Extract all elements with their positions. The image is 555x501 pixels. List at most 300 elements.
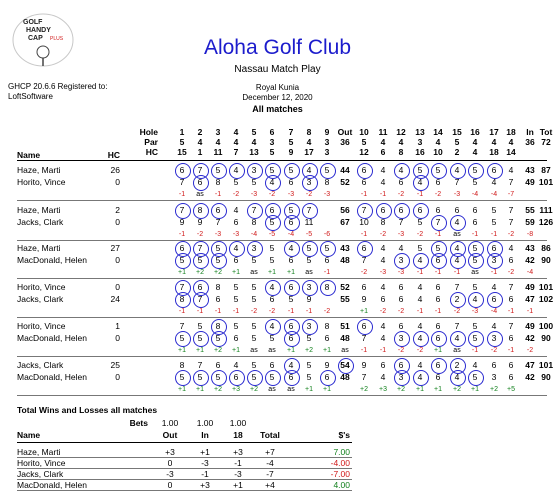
score-cell: 102: [538, 294, 554, 304]
score-cell: 4: [448, 165, 466, 175]
match-status: -2: [250, 308, 258, 315]
match-status: +2: [196, 269, 204, 276]
totals-in-header: In: [201, 430, 209, 440]
match-status: -3: [471, 308, 479, 315]
score-cell: 3: [392, 333, 410, 343]
score-cell: 2: [448, 360, 466, 370]
match-status: -2: [379, 308, 387, 315]
score-cell: 6: [392, 360, 410, 370]
course-name: Royal Kunia: [255, 83, 300, 92]
score-cell: 6: [435, 372, 441, 382]
score-cell: 10: [359, 217, 369, 227]
score-cell: 5: [251, 255, 257, 265]
match-status: -2: [453, 308, 461, 315]
match-status: -3: [397, 269, 405, 276]
score-cell: 4: [227, 243, 245, 253]
score-cell: 6: [191, 282, 209, 292]
match-status: +1: [305, 386, 313, 393]
score-cell: 5: [173, 372, 191, 382]
match-status: +1: [196, 347, 204, 354]
score-cell: 5: [251, 321, 257, 331]
score-cell: 42: [525, 255, 535, 265]
hole-handicap: 8: [398, 147, 404, 157]
score-cell: 8: [215, 177, 221, 187]
match-status: -2: [305, 191, 313, 198]
par-value: 3: [417, 137, 423, 147]
totals-money: 7.00: [333, 447, 350, 457]
score-cell: 5: [191, 333, 209, 343]
score-cell: 90: [541, 255, 551, 265]
hole-number: 18: [506, 127, 516, 137]
match-status: as: [250, 347, 258, 354]
match-status: as: [268, 386, 276, 393]
hole-number: 8: [306, 127, 312, 137]
score-cell: 7: [215, 217, 221, 227]
match-status: -1: [232, 308, 240, 315]
score-cell: 5: [429, 243, 447, 253]
match-status: -4: [250, 231, 258, 238]
logo-text-2: HANDY: [26, 27, 51, 34]
score-cell: 4: [392, 165, 410, 175]
score-cell: 5: [417, 243, 423, 253]
score-cell: 4: [300, 165, 318, 175]
score-cell: 51: [340, 321, 350, 331]
score-cell: 6: [233, 217, 239, 227]
score-cell: 3: [392, 255, 410, 265]
hole-handicap: 5: [269, 147, 275, 157]
score-cell: 6: [269, 294, 275, 304]
par-value: 4: [197, 137, 203, 147]
match-status: -1: [416, 269, 424, 276]
score-cell: 43: [525, 165, 535, 175]
score-cell: 90: [541, 372, 551, 382]
score-cell: 6: [269, 360, 275, 370]
match-status: +2: [305, 347, 313, 354]
score-cell: 9: [361, 294, 367, 304]
match-status: -4: [471, 191, 479, 198]
score-cell: 8: [191, 205, 209, 215]
score-cell: 4: [417, 321, 423, 331]
score-cell: 54: [336, 360, 354, 370]
hole-number: Tot: [539, 127, 553, 137]
score-cell: 6: [282, 333, 300, 343]
score-cell: 4: [448, 255, 466, 265]
score-cell: 5: [263, 165, 281, 175]
totals-out: 0: [167, 458, 173, 468]
match-status: -1: [178, 231, 186, 238]
hole-number: 6: [269, 127, 275, 137]
match-status: -2: [268, 308, 276, 315]
bet-in-value: 1.00: [196, 418, 214, 428]
player-handicap: 26: [110, 165, 120, 175]
score-cell: 7: [191, 243, 209, 253]
score-cell: 42: [525, 333, 535, 343]
bet-out-value: 1.00: [161, 418, 179, 428]
match-divider: [17, 200, 547, 201]
score-cell: 6: [361, 177, 367, 187]
score-cell: 5: [233, 321, 239, 331]
score-cell: 3: [485, 333, 503, 343]
score-cell: 100: [538, 321, 554, 331]
match-status: +2: [214, 386, 222, 393]
match-status: as: [268, 347, 276, 354]
score-cell: 8: [173, 294, 191, 304]
match-status: +1: [287, 269, 295, 276]
par-value: 5: [288, 137, 294, 147]
score-cell: 6: [429, 360, 447, 370]
score-cell: 6: [472, 217, 478, 227]
score-cell: 5: [251, 333, 257, 343]
hole-label: Hole: [139, 127, 158, 137]
player-handicap: 27: [110, 243, 120, 253]
match-status: -5: [305, 231, 313, 238]
score-cell: 4: [472, 360, 478, 370]
hole-number: 9: [324, 127, 330, 137]
score-cell: 9: [306, 294, 312, 304]
match-divider: [17, 240, 547, 241]
match-status: +2: [490, 386, 498, 393]
score-cell: 48: [340, 333, 350, 343]
match-status: +2: [453, 386, 461, 393]
totals-out: -3: [166, 469, 174, 479]
score-cell: 3: [485, 255, 503, 265]
score-cell: 5: [306, 255, 312, 265]
hole-handicap: 9: [288, 147, 294, 157]
score-cell: 6: [485, 294, 503, 304]
hole-handicap: 2: [454, 147, 460, 157]
score-cell: 4: [491, 282, 497, 292]
hole-handicap: 3: [324, 147, 330, 157]
match-status: -3: [214, 231, 222, 238]
score-cell: 6: [398, 177, 404, 187]
score-cell: 4: [411, 177, 429, 187]
score-cell: 5: [233, 177, 239, 187]
par-value: 4: [251, 137, 257, 147]
hole-number: 2: [197, 127, 203, 137]
score-cell: 8: [209, 321, 227, 331]
score-cell: 5: [306, 360, 312, 370]
score-cell: 6: [288, 255, 294, 265]
score-cell: 7: [508, 282, 514, 292]
match-status: -1: [434, 231, 442, 238]
hole-number: 5: [251, 127, 257, 137]
score-cell: 5: [491, 217, 497, 227]
score-cell: 7: [355, 205, 373, 215]
score-cell: 11: [304, 217, 314, 227]
score-cell: 6: [263, 205, 281, 215]
match-status: -1: [360, 191, 368, 198]
score-cell: 5: [472, 177, 478, 187]
score-cell: 6: [435, 294, 441, 304]
score-cell: 3: [245, 165, 263, 175]
score-cell: 8: [324, 321, 330, 331]
score-cell: 4: [417, 282, 423, 292]
score-cell: 3: [300, 177, 318, 187]
match-status: -1: [416, 308, 424, 315]
player-name: Jacks, Clark: [17, 360, 64, 370]
match-status: -2: [397, 347, 405, 354]
club-title: Aloha Golf Club: [203, 36, 352, 59]
totals-player-name: MacDonald, Helen: [17, 480, 87, 490]
score-cell: 49: [525, 282, 535, 292]
score-cell: 6: [392, 205, 410, 215]
score-cell: 44: [340, 165, 350, 175]
totals-money: -7.00: [330, 469, 350, 479]
totals-in: -1: [201, 469, 209, 479]
score-cell: 56: [340, 205, 350, 215]
match-status: +2: [360, 386, 368, 393]
totals-player-name: Horito, Vince: [17, 458, 66, 468]
score-cell: 6: [508, 372, 514, 382]
match-status: -2: [379, 231, 387, 238]
match-status: -2: [397, 191, 405, 198]
score-cell: 7: [429, 217, 447, 227]
totals-out-header: Out: [162, 430, 178, 440]
match-status: as: [287, 386, 295, 393]
match-status: +1: [434, 386, 442, 393]
hole-handicap: 10: [433, 147, 443, 157]
match-status: -1: [323, 269, 331, 276]
hole-handicap: 14: [506, 147, 516, 157]
match-status: -1: [471, 231, 479, 238]
score-cell: 6: [491, 360, 497, 370]
score-cell: 7: [300, 205, 318, 215]
score-cell: 6: [209, 205, 227, 215]
score-cell: 6: [233, 333, 239, 343]
match-status: -1: [507, 308, 515, 315]
player-name: MacDonald, Helen: [17, 333, 87, 343]
hc-label: HC: [145, 147, 158, 157]
hole-number: 10: [359, 127, 369, 137]
score-cell: 4: [233, 360, 239, 370]
totals-18: -3: [234, 469, 242, 479]
score-cell: 43: [340, 243, 350, 253]
score-cell: 8: [215, 282, 221, 292]
score-cell: 8: [179, 360, 185, 370]
bet-18-value: 1.00: [229, 418, 247, 428]
score-cell: 5: [318, 165, 336, 175]
score-cell: 6: [435, 321, 441, 331]
score-cell: 3: [300, 282, 318, 292]
score-cell: 5: [466, 333, 484, 343]
score-cell: 4: [380, 177, 386, 187]
player-name: Horito, Vince: [17, 177, 66, 187]
score-cell: 5: [318, 243, 336, 253]
match-status: -3: [232, 231, 240, 238]
match-status: -8: [526, 231, 534, 238]
score-cell: 7: [191, 294, 209, 304]
totals-18-header: 18: [233, 430, 243, 440]
score-cell: 6: [435, 177, 441, 187]
totals-total: +4: [265, 480, 275, 490]
match-status: +1: [323, 347, 331, 354]
bets-label: Bets: [129, 418, 148, 428]
score-cell: 4: [448, 372, 466, 382]
score-cell: 47: [525, 294, 535, 304]
hole-number: 13: [415, 127, 425, 137]
score-cell: 101: [538, 360, 554, 370]
player-handicap: 0: [115, 177, 120, 187]
score-cell: 48: [340, 372, 350, 382]
match-divider: [17, 278, 547, 279]
totals-in: +3: [200, 480, 210, 490]
player-name: MacDonald, Helen: [17, 372, 87, 382]
score-cell: 6: [233, 255, 239, 265]
match-status: -1: [214, 308, 222, 315]
match-status: +1: [287, 347, 295, 354]
match-status: -3: [379, 269, 387, 276]
match-status: -6: [323, 231, 331, 238]
par-value: 4: [215, 137, 221, 147]
score-cell: 5: [306, 333, 312, 343]
score-cell: 3: [392, 372, 410, 382]
score-cell: 4: [466, 294, 484, 304]
par-label: Par: [144, 137, 158, 147]
player-handicap: 24: [110, 294, 120, 304]
match-status: -1: [490, 269, 498, 276]
score-cell: 4: [508, 243, 514, 253]
totals-total-header: Total: [260, 430, 280, 440]
score-cell: 8: [318, 282, 336, 292]
totals-money-header: $'s: [338, 430, 350, 440]
score-cell: 4: [491, 321, 497, 331]
scope-label: All matches: [252, 104, 303, 114]
totals-row-divider: [17, 490, 352, 491]
match-status: -1: [434, 269, 442, 276]
hole-number: 15: [452, 127, 462, 137]
match-status: -1: [214, 191, 222, 198]
score-cell: 6: [191, 177, 209, 187]
match-status: -1: [453, 269, 461, 276]
score-cell: 101: [538, 177, 554, 187]
par-value: 36: [525, 137, 535, 147]
hole-number: Out: [337, 127, 353, 137]
hole-handicap: 1: [197, 147, 203, 157]
score-cell: 5: [209, 333, 227, 343]
par-value: 4: [472, 137, 478, 147]
match-status: -4: [490, 191, 498, 198]
score-cell: 5: [417, 217, 423, 227]
score-cell: 55: [340, 294, 350, 304]
logo-text-4: PLUS: [50, 36, 64, 42]
match-divider: [17, 317, 547, 318]
score-cell: 87: [541, 165, 551, 175]
hole-handicap: 11: [213, 147, 223, 157]
score-cell: 3: [245, 243, 263, 253]
player-name: Horito, Vince: [17, 282, 66, 292]
score-cell: 7: [508, 321, 514, 331]
totals-total: -7: [266, 469, 274, 479]
match-status: -2: [397, 308, 405, 315]
score-cell: 4: [263, 177, 281, 187]
score-cell: 6: [429, 333, 447, 343]
match-status: -4: [490, 308, 498, 315]
par-value: 72: [541, 137, 551, 147]
match-status: +1: [416, 386, 424, 393]
match-status: +1: [323, 386, 331, 393]
totals-divider: [17, 442, 352, 443]
match-status: -2: [323, 308, 331, 315]
match-status: +3: [232, 386, 240, 393]
match-status: +1: [178, 386, 186, 393]
score-cell: 4: [417, 360, 423, 370]
hole-number: 7: [288, 127, 294, 137]
hole-number: 1: [179, 127, 185, 137]
logo-text-3: CAP: [28, 35, 43, 42]
score-cell: 4: [380, 321, 386, 331]
hole-handicap: 15: [177, 147, 187, 157]
hole-handicap: 17: [304, 147, 314, 157]
score-cell: 55: [525, 205, 535, 215]
score-cell: 4: [380, 255, 386, 265]
score-cell: 6: [355, 165, 373, 175]
hole-number: 12: [396, 127, 406, 137]
match-status: -2: [507, 269, 515, 276]
score-cell: 52: [340, 177, 350, 187]
totals-in: +1: [200, 447, 210, 457]
score-cell: 2: [448, 294, 466, 304]
par-value: 4: [233, 137, 239, 147]
registration-line: GHCP 20.6.6 Registered to:: [8, 82, 108, 91]
score-cell: 7: [361, 255, 367, 265]
match-status: -1: [287, 308, 295, 315]
hole-handicap: 6: [380, 147, 386, 157]
match-status: as: [305, 269, 313, 276]
hole-handicap: 12: [359, 147, 369, 157]
score-cell: 5: [173, 333, 191, 343]
score-cell: 9: [361, 360, 367, 370]
score-cell: 5: [466, 372, 484, 382]
score-cell: 6: [361, 282, 367, 292]
score-cell: 5: [233, 282, 239, 292]
totals-out: +3: [165, 447, 175, 457]
score-cell: 6: [398, 282, 404, 292]
score-cell: 8: [251, 217, 257, 227]
hole-number: 17: [489, 127, 499, 137]
score-cell: 47: [525, 360, 535, 370]
match-status: -1: [434, 308, 442, 315]
match-status: -1: [178, 308, 186, 315]
match-status: as: [471, 269, 479, 276]
match-status: -1: [416, 191, 424, 198]
score-cell: 5: [300, 243, 318, 253]
score-cell: 4: [263, 282, 281, 292]
score-cell: 7: [361, 333, 367, 343]
par-value: 3: [269, 137, 275, 147]
match-status: +1: [360, 308, 368, 315]
match-status: -2: [268, 191, 276, 198]
score-cell: 49: [525, 321, 535, 331]
match-status: -4: [526, 269, 534, 276]
match-status: -3: [397, 231, 405, 238]
totals-player-name: Haze, Marti: [17, 447, 61, 457]
score-cell: 6: [380, 360, 386, 370]
par-value: 5: [361, 137, 367, 147]
score-cell: 101: [538, 282, 554, 292]
score-cell: 5: [466, 165, 484, 175]
score-cell: 6: [173, 165, 191, 175]
score-cell: 5: [209, 255, 227, 265]
score-cell: 5: [251, 360, 257, 370]
score-cell: 3: [300, 321, 318, 331]
score-cell: 5: [245, 372, 263, 382]
score-cell: 6: [411, 205, 429, 215]
match-status: +1: [178, 347, 186, 354]
match-status: as: [453, 347, 461, 354]
score-cell: 4: [263, 321, 281, 331]
match-status: -2: [507, 231, 515, 238]
score-cell: 4: [411, 372, 429, 382]
